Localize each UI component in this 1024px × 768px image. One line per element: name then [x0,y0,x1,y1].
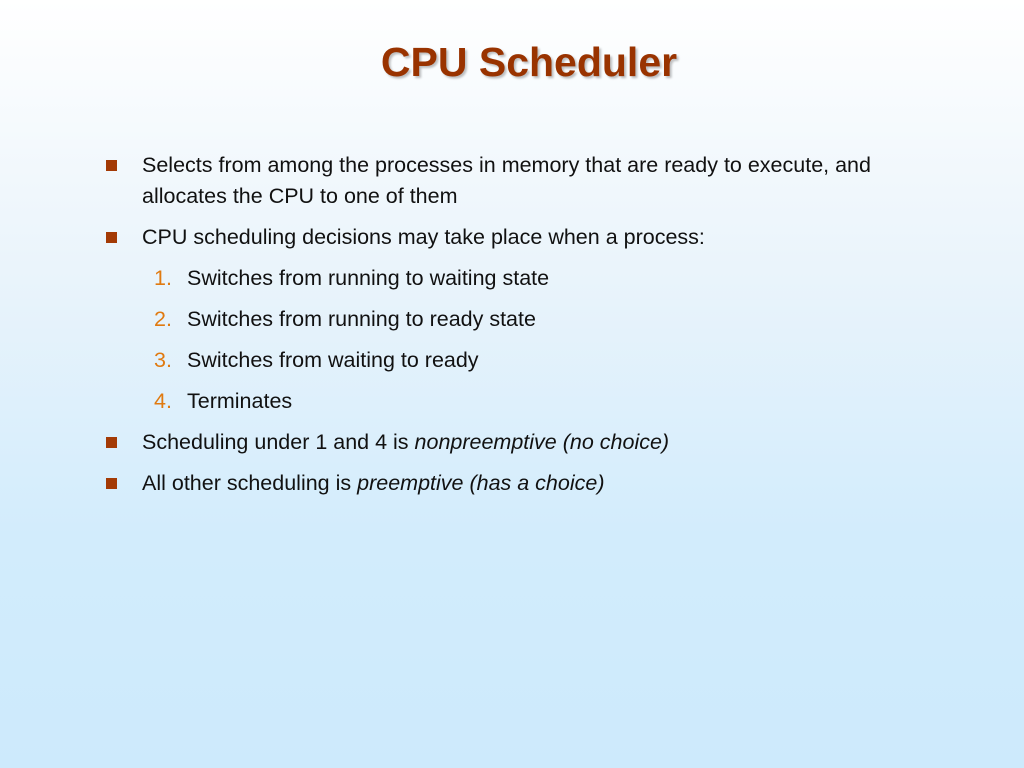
bullet-item [104,468,884,499]
item-number: 4. [154,389,172,413]
slide-content [104,150,884,509]
bullet-text: Selects from among the processes in memory that are ready to execute, and allocates the CPU to one of them [142,153,871,208]
numbered-item [104,263,884,294]
bullet-item [104,222,884,253]
numbered-item [104,304,884,335]
bullet-item [104,427,884,458]
square-bullet-icon [106,232,117,243]
square-bullet-icon [106,160,117,171]
item-number: 3. [154,348,172,372]
bullet-emphasis: preemptive (has a choice) [357,471,605,495]
numbered-item [104,386,884,417]
square-bullet-icon [106,478,117,489]
bullet-emphasis: nonpreemptive (no choice) [414,430,670,454]
item-text: Switches from running to waiting state [187,266,550,290]
bullet-item [104,150,884,212]
bullet-text: Scheduling under 1 and 4 is [142,430,415,454]
numbered-list [104,263,884,417]
item-text: Switches from running to ready state [187,307,536,331]
item-number: 1. [154,266,172,290]
slide-title: CPU Scheduler [380,39,678,85]
square-bullet-icon [106,437,117,448]
numbered-item [104,345,884,376]
item-text: Terminates [187,389,293,413]
bullet-text: CPU scheduling decisions may take place when a process: [142,225,705,249]
bullet-text: All other scheduling is [142,471,358,495]
item-number: 2. [154,307,172,331]
item-text: Switches from waiting to ready [187,348,479,372]
